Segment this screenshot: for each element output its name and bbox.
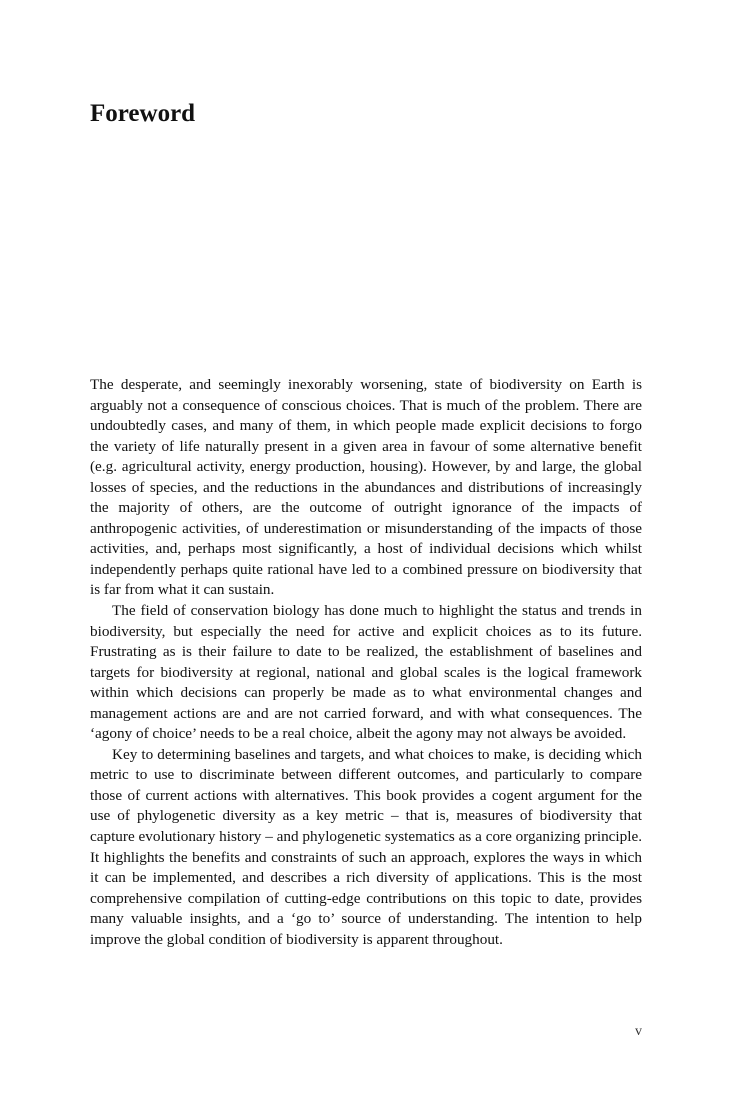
paragraph-3: Key to determining baselines and targets, and what choices to make, is deciding which metric to use to discriminate between different outcomes, and particularly to compare those of current actions with alternatives. This book provides a cogent argument for the use of phylogenetic diversity as a key metric – that is, measures of biodiversity that capture evolutionary history – and phylogenetic systematics as a core organizing principle. It highlights the benefits and constraints of such an approach, explores the ways in which it can be implemented, and describes a rich diversity of applications. This is the most comprehensive compilation of cutting-edge contributions on this topic to date, provides many valuable insights, and a ‘go to’ source of understanding. The intention to help improve the global condition of biodiversity is apparent throughout. <box>90 745 642 948</box>
page-number: v <box>635 1024 642 1039</box>
paragraph-1: The desperate, and seemingly inexorably worsening, state of biodiversity on Earth is arguably not a consequence of conscious choices. That is much of the problem. There are undoubtedly cases, and many of them, in which people made explicit decisions to forgo the variety of life naturally present in a given area in favour of some alternative benefit (e.g. agricultural activity, energy production, housing). However, by and large, the global losses of species, and the reductions in the abundances and distributions of increasingly the majority of others, are the outcome of outright ignorance of the impacts of anthropogenic activities, of underestimation or misunderstanding of the impacts of those activities, and, perhaps most significantly, a host of individual decisions which whilst independently perhaps quite rational have led to a combined pressure on biodiversity that is far from what it can sustain. <box>90 376 642 599</box>
chapter-title: Foreword <box>90 100 196 127</box>
paragraph-2: The field of conservation biology has done much to highlight the status and trends in biodiversity, but especially the need for active and explicit choices as to its future. Frustrating as is their failure to date to be realized, the establishment of baselines and targets for biodiversity at regional, national and global scales is the logical framework within which decisions can properly be made as to what environmental changes and management actions are and are not carried forward, and with what consequences. The ‘agony of choice’ needs to be a real choice, albeit the agony may not always be avoided. <box>90 602 642 743</box>
foreword-body <box>90 375 642 950</box>
